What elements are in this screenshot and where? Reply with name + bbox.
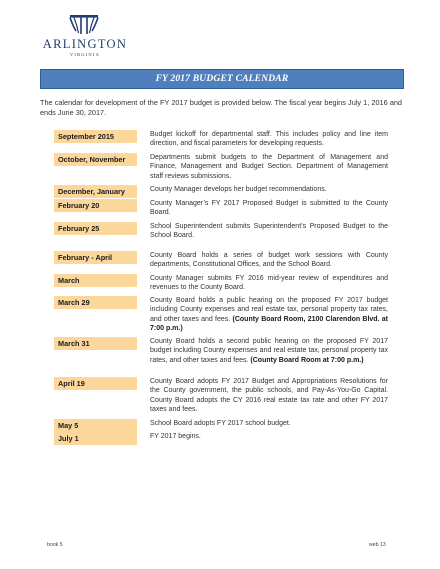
logo-name: ARLINGTON [42,37,128,51]
calendar-row [54,251,388,274]
page-title: FY 2017 BUDGET CALENDAR [155,74,289,84]
calendar-row [54,222,388,251]
calendar-date: February 20 [54,199,137,212]
calendar-description: School Superintendent submits Superintendent’s Proposed Budget to the School Board. [150,223,388,240]
calendar-list [54,130,388,446]
calendar-description: Departments submit budgets to the Department of Management and Finance, Management and Budget Section. Department of Management staff reviews submissions. [150,154,388,180]
calendar-date: March 29 [54,296,137,309]
calendar-date: September 2015 [54,130,137,143]
title-bar [40,69,404,89]
calendar-row [54,432,388,446]
calendar-row [54,337,388,377]
calendar-description: County Board adopts FY 2017 Budget and Appropriations Resolutions for the County government, the public schools, and Pay-As-You-Go Capital. County Board adopts the CY 2016 real estate tax rate and other FY 2017 taxes and fees. [150,378,388,413]
calendar-date: February - April [54,251,137,264]
calendar-date: October, November [54,153,137,166]
calendar-date: May 5 [54,419,137,432]
calendar-description: County Board holds a second public hearing on the proposed FY 2017 budget including County expenses and real estate tax, personal property tax rates, and other taxes and fees. (County Board Room at 7:00 p.m.) [150,338,388,364]
logo-subtitle: VIRGINIA [69,52,101,57]
arlington-house-icon [67,12,101,36]
calendar-description: County Manager submits FY 2016 mid-year review of expenditures and revenues to the County Board. [150,275,388,292]
calendar-row [54,274,388,296]
calendar-date: December, January [54,185,137,198]
calendar-description: Budget kickoff for departmental staff. This includes policy and line item direction, and fiscal parameters for developing requests. [150,131,388,148]
calendar-date: March 31 [54,337,137,350]
calendar-row [54,199,388,222]
calendar-row [54,185,388,199]
calendar-description: County Manager develops her budget recommendations. [150,186,327,193]
intro-paragraph: The calendar for development of the FY 2017 budget is provided below. The fiscal year begins July 1, 2016 and ends June 30, 2017. [40,98,402,117]
calendar-description: County Board holds a series of budget work sessions with County departments, Constitutional Offices, and the School Board. [150,252,388,269]
calendar-row [54,419,388,432]
footer-web-number: web 13 [369,542,386,548]
footer-book-number: book 5 [47,542,63,548]
calendar-date: March [54,274,137,287]
calendar-row [54,130,388,153]
calendar-description: County Manager’s FY 2017 Proposed Budget is submitted to the County Board. [150,200,388,217]
calendar-date: July 1 [54,432,137,445]
calendar-description: FY 2017 begins. [150,433,201,440]
calendar-description: School Board adopts FY 2017 school budget. [150,420,291,427]
calendar-row [54,296,388,337]
calendar-row [54,153,388,185]
calendar-date: April 19 [54,377,137,390]
calendar-row [54,377,388,419]
calendar-date: February 25 [54,222,137,235]
calendar-description: County Board holds a public hearing on the proposed FY 2017 budget including County expenses and real estate tax, personal property tax rates, and other taxes and fees. (County Board Room, 2100 Clarendon Blvd. at 7:00 p.m.) [150,297,388,332]
arlington-logo [40,10,130,62]
